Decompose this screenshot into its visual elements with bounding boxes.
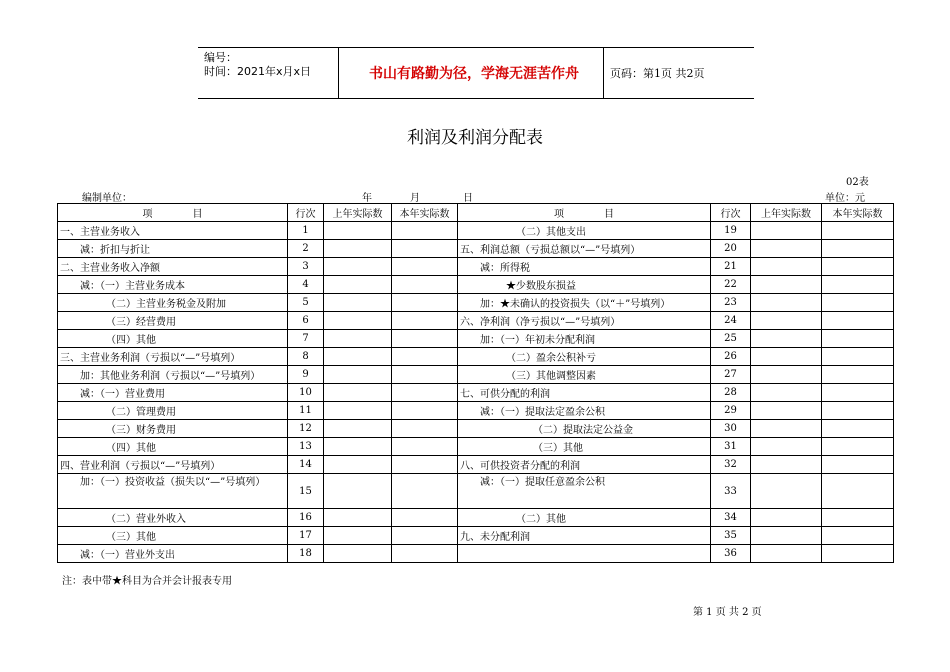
row-curr-value	[822, 312, 894, 330]
row-item-label: （三）其他	[58, 527, 288, 545]
table-note: 注：表中带★科目为合并会计报表专用	[62, 576, 232, 587]
row-line-number: 34	[711, 509, 751, 527]
row-curr-value	[392, 348, 458, 366]
row-curr-value	[822, 276, 894, 294]
table-header-row	[58, 204, 894, 222]
row-prev-value	[751, 545, 822, 563]
col-header-line: 行次	[711, 204, 751, 222]
row-curr-value	[392, 222, 458, 240]
row-curr-value	[822, 438, 894, 456]
col-header-curr: 本年实际数	[392, 204, 458, 222]
row-prev-value	[324, 438, 392, 456]
row-curr-value	[392, 527, 458, 545]
row-line-number: 33	[711, 474, 751, 509]
row-item-label: 减：折扣与折让	[58, 240, 288, 258]
row-curr-value	[822, 509, 894, 527]
table-row	[58, 366, 894, 384]
row-line-number: 29	[711, 402, 751, 420]
day-label: 日	[463, 193, 473, 204]
row-line-number: 14	[288, 456, 324, 474]
row-curr-value	[392, 330, 458, 348]
page-title: 利润及利润分配表	[407, 128, 543, 148]
row-line-number: 10	[288, 384, 324, 402]
row-line-number: 26	[711, 348, 751, 366]
row-item-label: （三）财务费用	[58, 420, 288, 438]
table-row	[58, 222, 894, 240]
row-line-number: 5	[288, 294, 324, 312]
row-curr-value	[392, 438, 458, 456]
row-curr-value	[392, 276, 458, 294]
table-row	[58, 384, 894, 402]
row-item-label: 减：所得税	[458, 258, 711, 276]
row-curr-value	[822, 474, 894, 509]
row-curr-value	[392, 258, 458, 276]
row-curr-value	[822, 348, 894, 366]
row-line-number: 15	[288, 474, 324, 509]
table-row	[58, 294, 894, 312]
row-item-label: （二）盈余公积补亏	[458, 348, 711, 366]
number-label: 编号：	[204, 51, 237, 64]
row-item-label: 八、可供投资者分配的利润	[458, 456, 711, 474]
row-curr-value	[822, 384, 894, 402]
row-item-label: （三）其他	[458, 438, 711, 456]
row-prev-value	[751, 420, 822, 438]
year-label: 年	[362, 193, 372, 204]
row-curr-value	[392, 420, 458, 438]
row-line-number: 3	[288, 258, 324, 276]
row-curr-value	[822, 527, 894, 545]
row-curr-value	[822, 294, 894, 312]
row-curr-value	[392, 240, 458, 258]
currency-unit-label: 单位：元	[825, 193, 865, 204]
row-item-label: 六、净利润（净亏损以“—”号填列）	[458, 312, 711, 330]
row-item-label: 加：其他业务利润（亏损以“—”号填列）	[58, 366, 288, 384]
row-item-label: （二）管理费用	[58, 402, 288, 420]
table-row	[58, 474, 894, 509]
row-prev-value	[751, 509, 822, 527]
row-prev-value	[324, 312, 392, 330]
table-row	[58, 312, 894, 330]
month-label: 月	[410, 193, 420, 204]
row-prev-value	[324, 348, 392, 366]
row-prev-value	[751, 258, 822, 276]
row-prev-value	[324, 294, 392, 312]
row-item-label: 减：（一）提取任意盈余公积	[458, 474, 711, 509]
form-number: 02表	[846, 177, 869, 188]
header-motto: 书山有路勤为径，学海无涯苦作舟	[369, 66, 579, 82]
row-line-number: 31	[711, 438, 751, 456]
header-divider	[603, 48, 604, 98]
row-curr-value	[392, 509, 458, 527]
row-curr-value	[392, 456, 458, 474]
row-prev-value	[324, 474, 392, 509]
row-item-label: 三、主营业务利润（亏损以“—”号填列）	[58, 348, 288, 366]
row-item-label: 加：（一）投资收益（损失以“—”号填列）	[58, 474, 288, 509]
compiling-unit-label: 编制单位：	[82, 193, 132, 204]
table-row	[58, 402, 894, 420]
row-curr-value	[392, 294, 458, 312]
row-item-label: （四）其他	[58, 438, 288, 456]
profit-distribution-table	[57, 203, 894, 563]
row-line-number: 32	[711, 456, 751, 474]
row-item-label: （二）其他	[458, 509, 711, 527]
row-prev-value	[751, 474, 822, 509]
row-line-number: 12	[288, 420, 324, 438]
table-row	[58, 258, 894, 276]
row-line-number: 17	[288, 527, 324, 545]
row-line-number: 6	[288, 312, 324, 330]
row-line-number: 24	[711, 312, 751, 330]
row-curr-value	[822, 222, 894, 240]
table-row	[58, 509, 894, 527]
row-item-label: 减：（一）主营业务成本	[58, 276, 288, 294]
row-item-label: （四）其他	[58, 330, 288, 348]
row-item-label: 四、营业利润（亏损以“—”号填列）	[58, 456, 288, 474]
row-prev-value	[324, 545, 392, 563]
row-line-number: 22	[711, 276, 751, 294]
row-line-number: 27	[711, 366, 751, 384]
row-line-number: 21	[711, 258, 751, 276]
row-prev-value	[324, 366, 392, 384]
row-item-label: （二）提取法定公益金	[458, 420, 711, 438]
row-item-label: （二）营业外收入	[58, 509, 288, 527]
row-line-number: 7	[288, 330, 324, 348]
row-curr-value	[822, 258, 894, 276]
row-prev-value	[324, 420, 392, 438]
row-item-label: 减：（一）营业外支出	[58, 545, 288, 563]
row-prev-value	[324, 276, 392, 294]
row-curr-value	[822, 366, 894, 384]
row-line-number: 36	[711, 545, 751, 563]
row-curr-value	[822, 402, 894, 420]
row-prev-value	[751, 456, 822, 474]
row-line-number: 13	[288, 438, 324, 456]
col-header-line: 行次	[288, 204, 324, 222]
table-row	[58, 545, 894, 563]
row-item-label: 七、可供分配的利润	[458, 384, 711, 402]
row-item-label: （二）其他支出	[458, 222, 711, 240]
row-item-label: （二）主营业务税金及附加	[58, 294, 288, 312]
time-label: 时间：2021年x月x日	[204, 65, 312, 78]
row-prev-value	[751, 294, 822, 312]
row-prev-value	[751, 312, 822, 330]
row-curr-value	[822, 545, 894, 563]
row-prev-value	[324, 240, 392, 258]
document-header	[198, 47, 754, 99]
row-item-label: 一、主营业务收入	[58, 222, 288, 240]
row-prev-value	[324, 330, 392, 348]
table-row	[58, 240, 894, 258]
row-curr-value	[822, 240, 894, 258]
row-prev-value	[324, 222, 392, 240]
row-item-label: ★少数股东损益	[458, 276, 711, 294]
row-item-label: 减：（一）提取法定盈余公积	[458, 402, 711, 420]
col-header-item: 项 目	[58, 204, 288, 222]
row-line-number: 16	[288, 509, 324, 527]
row-curr-value	[392, 312, 458, 330]
row-line-number: 23	[711, 294, 751, 312]
row-line-number: 28	[711, 384, 751, 402]
row-curr-value	[822, 420, 894, 438]
row-prev-value	[751, 527, 822, 545]
row-item-label: 加：（一）年初未分配利润	[458, 330, 711, 348]
row-curr-value	[392, 474, 458, 509]
row-prev-value	[751, 384, 822, 402]
row-prev-value	[324, 402, 392, 420]
row-prev-value	[751, 330, 822, 348]
row-prev-value	[324, 456, 392, 474]
row-prev-value	[324, 509, 392, 527]
row-item-label: （三）其他调整因素	[458, 366, 711, 384]
row-line-number: 18	[288, 545, 324, 563]
row-line-number: 30	[711, 420, 751, 438]
row-curr-value	[392, 545, 458, 563]
row-prev-value	[751, 402, 822, 420]
col-header-item: 项 目	[458, 204, 711, 222]
row-item-label: 九、未分配利润	[458, 527, 711, 545]
row-prev-value	[751, 438, 822, 456]
row-item-label: 加：★未确认的投资损失（以“＋”号填列）	[458, 294, 711, 312]
row-line-number: 4	[288, 276, 324, 294]
row-line-number: 35	[711, 527, 751, 545]
header-divider	[338, 48, 339, 98]
row-prev-value	[751, 222, 822, 240]
row-item-label: 减：（一）营业费用	[58, 384, 288, 402]
row-line-number: 25	[711, 330, 751, 348]
col-header-prev: 上年实际数	[751, 204, 822, 222]
header-page-label: 页码：第1页 共2页	[610, 67, 705, 80]
row-prev-value	[751, 276, 822, 294]
col-header-prev: 上年实际数	[324, 204, 392, 222]
table-row	[58, 276, 894, 294]
row-item-label	[458, 545, 711, 563]
row-prev-value	[751, 366, 822, 384]
row-curr-value	[822, 456, 894, 474]
table-row	[58, 456, 894, 474]
row-prev-value	[324, 384, 392, 402]
row-item-label: 五、利润总额（亏损总额以“—”号填列）	[458, 240, 711, 258]
header-left-block	[204, 51, 311, 79]
row-item-label: 二、主营业务收入净额	[58, 258, 288, 276]
row-curr-value	[392, 366, 458, 384]
table-row	[58, 438, 894, 456]
row-prev-value	[324, 527, 392, 545]
row-prev-value	[751, 348, 822, 366]
row-line-number: 2	[288, 240, 324, 258]
table-row	[58, 527, 894, 545]
row-line-number: 9	[288, 366, 324, 384]
col-header-curr: 本年实际数	[822, 204, 894, 222]
row-curr-value	[392, 384, 458, 402]
row-curr-value	[822, 330, 894, 348]
table-row	[58, 348, 894, 366]
row-prev-value	[324, 258, 392, 276]
row-line-number: 8	[288, 348, 324, 366]
row-curr-value	[392, 402, 458, 420]
row-line-number: 20	[711, 240, 751, 258]
row-line-number: 11	[288, 402, 324, 420]
page-footer: 第 1 页 共 2 页	[693, 607, 762, 618]
row-line-number: 19	[711, 222, 751, 240]
row-item-label: （三）经营费用	[58, 312, 288, 330]
table-row	[58, 420, 894, 438]
table-row	[58, 330, 894, 348]
row-prev-value	[751, 240, 822, 258]
row-line-number: 1	[288, 222, 324, 240]
